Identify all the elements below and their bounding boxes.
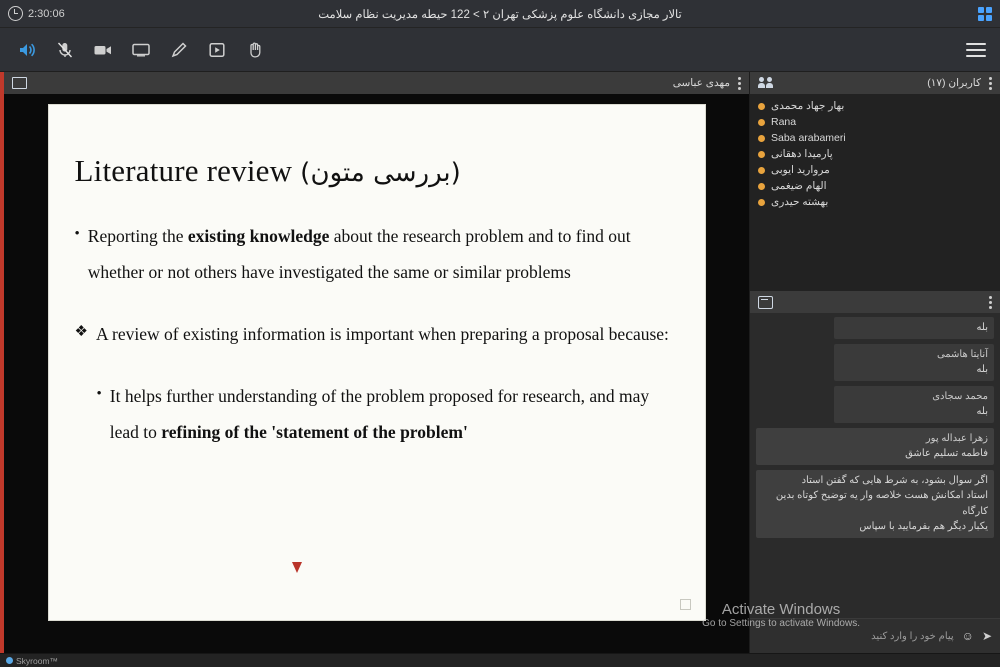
bullet-text: Reporting the existing knowledge about the research problem and to find out whether or not others have investigated the same or similar problems bbox=[87, 226, 631, 282]
list-item[interactable] bbox=[750, 114, 1000, 130]
bullet-mark: • bbox=[96, 385, 102, 402]
stage-screen-share-indicator bbox=[12, 77, 27, 89]
chat-message-text: بله bbox=[976, 406, 988, 417]
user-name: مروارید ایوبی bbox=[771, 164, 830, 176]
user-name: Rana bbox=[771, 116, 797, 128]
list-item[interactable] bbox=[750, 178, 1000, 194]
chat-message bbox=[756, 470, 994, 538]
chat-message-text: بله bbox=[976, 322, 988, 333]
screen-share-icon[interactable] bbox=[124, 35, 158, 65]
chat-message-text: استاد امکانش هست خلاصه وار یه توضیح کوتاه بدین کارگاه bbox=[775, 490, 988, 517]
emoji-icon[interactable]: ☺ bbox=[961, 629, 974, 643]
audio-on-icon[interactable] bbox=[10, 35, 44, 65]
chat-icon bbox=[758, 296, 773, 309]
stage-header bbox=[4, 72, 749, 94]
stage-options-kebab-icon[interactable] bbox=[738, 77, 741, 90]
bullet-text: It helps further understanding of the problem proposed for research, and may lead to refining of the 'statement of the problem' bbox=[109, 385, 650, 442]
chat-message bbox=[756, 428, 994, 465]
watermark-line-2: Go to Settings to activate Windows. bbox=[702, 618, 860, 629]
stage-presenter bbox=[673, 77, 741, 90]
user-name: پارمیدا دهقانی bbox=[771, 148, 833, 160]
list-item[interactable] bbox=[750, 162, 1000, 178]
microphone-muted-icon[interactable] bbox=[48, 35, 82, 65]
bullet-mark: ❖ bbox=[74, 323, 88, 340]
chat-message-sender: محمد سجادی bbox=[932, 390, 988, 402]
slide-title bbox=[75, 153, 679, 189]
chat-message-sender: آنایتا هاشمی bbox=[936, 348, 988, 360]
grid-apps-icon[interactable] bbox=[978, 7, 992, 21]
list-item[interactable] bbox=[750, 146, 1000, 162]
user-name: الهام ضیغمی bbox=[771, 180, 827, 192]
send-icon[interactable]: ➤ bbox=[981, 629, 992, 643]
toolbar-menu-button[interactable] bbox=[966, 43, 986, 57]
clock-icon bbox=[8, 6, 23, 21]
chat-message-text: اگر سوال بشود، به شرط هایی که گفتن استاد bbox=[801, 474, 988, 486]
user-status-dot bbox=[758, 135, 765, 142]
raise-hand-icon[interactable] bbox=[238, 35, 272, 65]
chat-message bbox=[834, 344, 994, 381]
session-timer-text: 2:30:06 bbox=[28, 7, 65, 20]
chat-message bbox=[834, 317, 994, 339]
users-count-label: کاربران (۱۷) bbox=[927, 77, 981, 89]
chat-input-row[interactable] bbox=[750, 618, 1000, 653]
camera-icon[interactable] bbox=[86, 35, 120, 65]
list-item[interactable] bbox=[750, 98, 1000, 114]
screen-share-icon bbox=[12, 77, 27, 89]
user-name: Saba arabameri bbox=[771, 132, 846, 144]
user-name: بهار جهاد محمدی bbox=[771, 100, 845, 112]
pen-icon[interactable] bbox=[162, 35, 196, 65]
main-area bbox=[0, 72, 1000, 653]
slide-bullet bbox=[75, 317, 679, 353]
user-status-dot bbox=[758, 167, 765, 174]
bullet-mark: • bbox=[74, 226, 80, 242]
user-name: بهشته حیدری bbox=[771, 196, 829, 208]
user-status-dot bbox=[758, 119, 765, 126]
title-bar-actions bbox=[978, 7, 992, 21]
meeting-toolbar bbox=[0, 28, 1000, 72]
slide-title-fa: (بررسی متون) bbox=[300, 158, 461, 188]
users-icon bbox=[758, 77, 774, 89]
shared-screen-stage[interactable] bbox=[4, 94, 749, 653]
title-bar bbox=[0, 0, 1000, 28]
chat-panel-header bbox=[750, 291, 1000, 313]
slide-title-en: Literature review bbox=[74, 153, 293, 188]
chat-message-text: یکبار دیگر هم بفرمایید با سپاس bbox=[859, 521, 988, 532]
stage-column bbox=[4, 72, 749, 653]
skyroom-logo-icon bbox=[6, 657, 13, 664]
list-item[interactable] bbox=[750, 130, 1000, 146]
right-sidebar bbox=[749, 72, 1000, 653]
users-options-kebab-icon[interactable] bbox=[989, 77, 992, 90]
slide-bullet bbox=[75, 219, 679, 291]
chat-input[interactable]: پیام خود را وارد کنید bbox=[871, 630, 954, 642]
session-timer bbox=[8, 6, 65, 21]
users-panel-header bbox=[750, 72, 1000, 94]
brand-area bbox=[6, 656, 58, 666]
chat-message-text: فاطمه تسلیم عاشق bbox=[905, 448, 988, 459]
user-status-dot bbox=[758, 103, 765, 110]
chat-message-sender: زهرا عبداله پور bbox=[925, 432, 988, 444]
slide-corner-marker bbox=[680, 599, 691, 610]
user-status-dot bbox=[758, 199, 765, 206]
list-item[interactable] bbox=[750, 194, 1000, 210]
user-status-dot bbox=[758, 151, 765, 158]
user-status-dot bbox=[758, 183, 765, 190]
brand-name: Skyroom™ bbox=[16, 655, 59, 666]
presenter-name: مهدی عباسی bbox=[672, 77, 730, 89]
watermark-line-1: Activate Windows bbox=[721, 601, 841, 618]
chat-message-text: بله bbox=[976, 364, 988, 375]
users-list[interactable] bbox=[750, 94, 1000, 291]
chat-message bbox=[834, 386, 994, 423]
room-title: تالار مجازی دانشگاه علوم پزشکی تهران ۲ > 122 حیطه مدیریت نظام سلامت bbox=[318, 8, 682, 21]
chat-options-kebab-icon[interactable] bbox=[989, 296, 992, 309]
presentation-icon[interactable] bbox=[200, 35, 234, 65]
presentation-slide bbox=[48, 104, 706, 621]
status-bar bbox=[0, 653, 1000, 667]
chat-panel bbox=[750, 291, 1000, 653]
chat-messages[interactable] bbox=[750, 313, 1000, 618]
slide-sub-bullet bbox=[97, 379, 679, 451]
bullet-text: A review of existing information is important when preparing a proposal because: bbox=[95, 323, 669, 344]
